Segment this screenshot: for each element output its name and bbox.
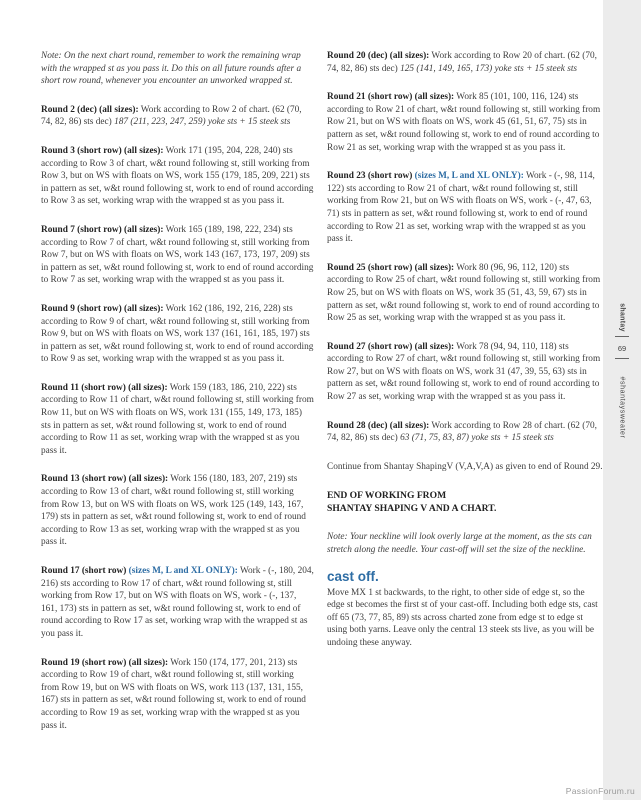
round-27-heading: Round 27 (short row) (all sizes): (327, 341, 455, 352)
round-27-instruction (327, 341, 603, 404)
neckline-note: Note: Your neckline will look overly large at the moment, as the sts can stretch along the needle. Your cast-off will set the size of the neckline. (327, 532, 592, 556)
sidebar-divider-top (615, 336, 629, 337)
round-7-heading: Round 7 (short row) (all sizes): (41, 224, 164, 235)
round-17-sizes: (sizes M, L and XL ONLY): (126, 566, 238, 576)
round-23-instruction (327, 170, 603, 246)
round-11-instruction (41, 382, 314, 458)
round-19-text: Work 150 (174, 177, 201, 213) sts according to Row 19 of chart, w&t round following st, still working from Row 19, but on WS with floats on WS, work 113 (137, 131, 155, 167) sts in pattern as set, w&t round following st, work to end of round according to Row 19 as set, working wrap with the wrapped st as you pass it. (41, 657, 306, 731)
round-7-text: Work 165 (189, 198, 222, 234) sts according to Row 7 of chart, w&t round following st, still working from Row 7, but on WS with floats on WS, work 143 (167, 173, 197, 209) sts in pattern as set, w&t round following st, work to end of round according to Row 7 as set, working wrap with the wrapped st as you pass it. (41, 224, 314, 286)
round-20-text: Work according to Row 20 of chart. (62 (70, 74, 82, 86) sts dec) (327, 51, 597, 74)
round-27-text: Work 78 (94, 94, 110, 118) sts according to Row 27 of chart, w&t round following st, still working from Row 27, but on WS with floats on WS, work 31 (47, 39, 55, 63) sts in pattern as set, w&t round following st, work to end of round according to Row 27 as set, working wrap with the wrapped st as you pass it. (327, 341, 601, 403)
short-row-note: Note: On the next chart round, remember to work the remaining wrap with the wrapped st as you pass it. Do this on all future rounds after a short row round, whenever you encounter an unworked wrapped st. (41, 51, 302, 87)
round-17-text: Work - (-, 180, 204, 216) sts according to Row 17 of chart, w&t round following st, still working from Row 17, but on WS with floats on WS, work - (-, 137, 161, 173) sts in pattern as set, w&t round following st, work to end of round according to Row 17 as set, working wrap with the wrapped st as you pass it. (41, 566, 314, 639)
cast-off-instruction: Move MX 1 st backwards, to the right, to other side of edge st, so the edge st becomes the first st of your cast-off. Including both edge sts, cast off 65 (73, 77, 85, 89) sts across charted zone from edge st to edge st using both yarns. Leave only the central 13 steek sts live, as you will be undoing these anyway. (327, 587, 598, 648)
round-20-instruction (327, 50, 603, 75)
end-heading-line-1: END OF WORKING FROM (327, 490, 447, 502)
round-9-heading: Round 9 (short row) (all sizes): (41, 303, 164, 314)
right-column (327, 50, 603, 666)
continue-instruction: Continue from Shantay ShapingV (V,A,V,A) as given to end of Round 29. (327, 461, 603, 472)
round-19-heading: Round 19 (short row) (all sizes): (41, 657, 169, 668)
round-21-text: Work 85 (101, 100, 116, 124) sts according to Row 21 of chart, w&t round following st, still working from Row 21, but on WS with floats on WS, work 45 (61, 51, 67, 75) sts in pattern as set, w&t round following st, work to end of round according to Row 21 as set, working wrap with the wrapped st as you pass it. (327, 92, 601, 153)
round-23-heading: Round 23 (short row) (327, 171, 413, 182)
round-25-instruction (327, 262, 603, 325)
sidebar-brand: shantay (618, 303, 626, 332)
round-11-text: Work 159 (183, 186, 210, 222) sts according to Row 11 of chart, w&t round following st, still working from Row 11, but on WS with floats on WS, work 131 (155, 149, 173, 185) sts in pattern as set, w&t round following st, work to end of round according to Row 11 as set, working wrap with the wrapped st as you pass it. (41, 382, 314, 456)
round-9-text: Work 162 (186, 192, 216, 228) sts according to Row 9 of chart, w&t round following st, still working from Row 9, but on WS with floats on WS, work 137 (161, 161, 185, 197) sts in pattern as set, w&t round following st, work to end of round according to Row 9 as set, working wrap with the wrapped st as you pass it. (41, 303, 314, 365)
round-28-instruction (327, 420, 603, 445)
round-3-text: Work 171 (195, 204, 228, 240) sts according to Row 3 of chart, w&t round following st, still working from Row 3, but on WS with floats on WS, work 155 (179, 185, 209, 221) sts in pattern as set, w&t round following st, work to end of round according to Row 3 as set, working wrap with the wrapped st as you pass it. (41, 145, 314, 207)
round-2-instruction (41, 104, 314, 129)
round-23-sizes: (sizes M, L and XL ONLY): (412, 171, 524, 182)
round-23-text: Work - (-, 98, 114, 122) sts according to Row 21 of chart, w&t round following st, still working from Row 21, but on WS with floats on WS, work - (-, 47, 63, 71) sts in pattern as set, w&t round following st, work to end of round according to Row 21 as set, working wrap with the wrapped st as you pass it. (327, 171, 595, 245)
round-21-heading: Round 21 (short row) (all sizes): (327, 92, 455, 103)
round-2-heading: Round 2 (dec) (all sizes): (41, 104, 139, 115)
round-2-text: Work according to Row 2 of chart. (62 (70, 74, 82, 86) sts dec) (41, 104, 302, 128)
round-13-instruction (41, 473, 314, 549)
round-19-instruction (41, 657, 314, 733)
round-28-text: Work according to Row 28 of chart. (62 (70, 74, 82, 86) sts dec) (327, 420, 597, 444)
round-20-heading: Round 20 (dec) (all sizes): (327, 51, 430, 61)
sidebar-hashtag: #shantaysweater (618, 376, 626, 439)
cast-off-heading: cast off. (327, 568, 379, 584)
round-13-text: Work 156 (180, 183, 207, 219) sts according to Row 13 of chart, w&t round following st, still working from Row 13, but on WS with floats on WS, work 125 (149, 143, 167, 179) sts in pattern as set, w&t round following st, work to end of round according to Row 13 as set, working wrap with the wrapped st as you pass it. (41, 474, 306, 548)
round-17-instruction (41, 565, 314, 641)
page-number: 69 (617, 344, 627, 353)
round-11-heading: Round 11 (short row) (all sizes): (41, 382, 168, 393)
end-of-chart-heading (327, 489, 603, 515)
round-28-stitch-count: 63 (71, 75, 83, 87) yoke sts + 15 steek sts (400, 433, 554, 444)
round-2-stitch-count: 187 (211, 223, 247, 259) yoke sts + 15 steek sts (114, 117, 291, 128)
watermark: PassionForum.ru (565, 786, 635, 796)
left-column (41, 50, 314, 748)
round-25-heading: Round 25 (short row) (all sizes): (327, 262, 455, 273)
round-9-instruction (41, 303, 314, 366)
round-13-heading: Round 13 (short row) (all sizes): (41, 474, 169, 485)
round-20-stitch-count: 125 (141, 149, 165, 173) yoke sts + 15 steek sts (400, 63, 578, 74)
end-heading-line-2: SHANTAY SHAPING V AND A CHART. (327, 503, 497, 515)
round-3-instruction (41, 145, 314, 208)
round-28-heading: Round 28 (dec) (all sizes): (327, 420, 430, 431)
round-21-instruction (327, 91, 603, 154)
round-17-heading: Round 17 (short row) (41, 566, 127, 576)
round-7-instruction (41, 224, 314, 287)
round-25-text: Work 80 (96, 96, 112, 120) sts according to Row 25 of chart, w&t round following st, still working from Row 25, but on WS with floats on WS, work 35 (51, 43, 59, 67) sts in pattern as set, w&t round following st, work to end of round according to Row 25 as set, working wrap with the wrapped st as you pass it. (327, 262, 601, 324)
sidebar-divider-bottom (615, 358, 629, 359)
round-3-heading: Round 3 (short row) (all sizes): (41, 145, 164, 156)
